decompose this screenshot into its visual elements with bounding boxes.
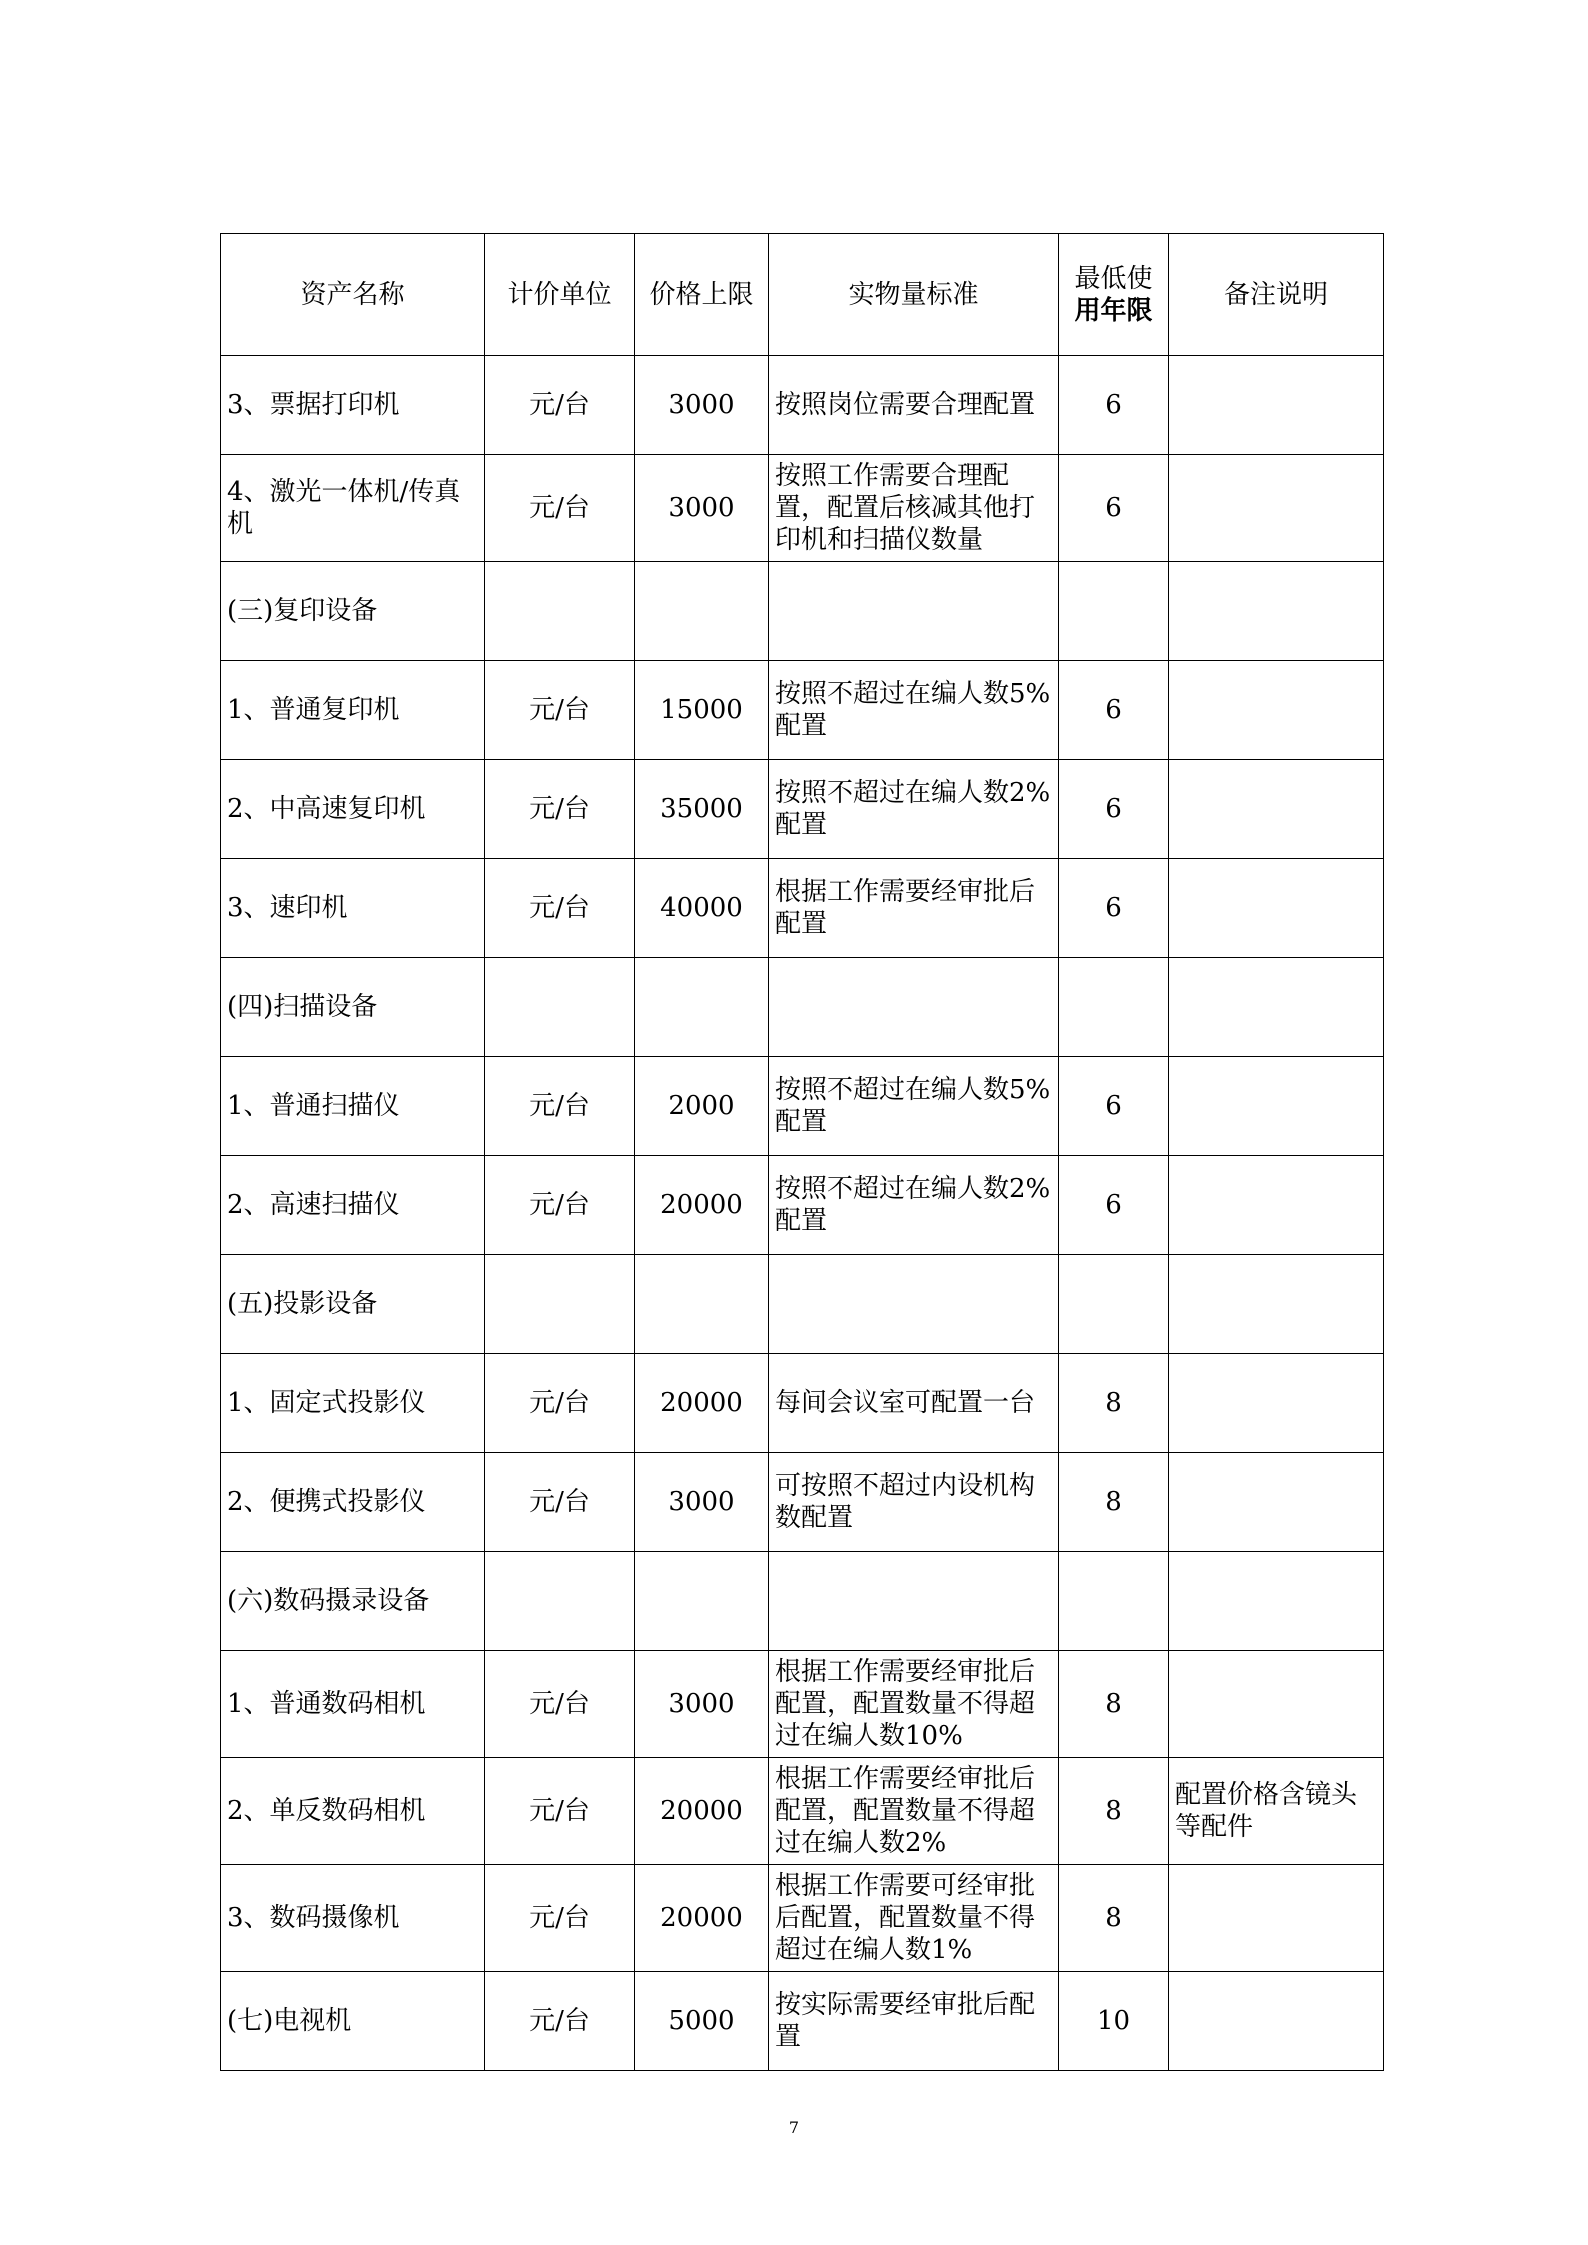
- cell-price: [635, 958, 769, 1057]
- cell-years: 6: [1059, 356, 1169, 455]
- cell-notes: [1169, 859, 1384, 958]
- table-row: [221, 1865, 1384, 1972]
- cell-years: 6: [1059, 1156, 1169, 1255]
- cell-notes: [1169, 1651, 1384, 1758]
- cell-standard: 按照不超过在编人数5%配置: [769, 1057, 1059, 1156]
- cell-name: 1、普通复印机: [221, 661, 485, 760]
- header-notes: 备注说明: [1169, 234, 1384, 356]
- table-row: [221, 1156, 1384, 1255]
- table-section-row: [221, 958, 1384, 1057]
- cell-name: 3、速印机: [221, 859, 485, 958]
- cell-price: [635, 562, 769, 661]
- cell-notes: [1169, 661, 1384, 760]
- cell-notes: 配置价格含镜头等配件: [1169, 1758, 1384, 1865]
- cell-name: 2、便携式投影仪: [221, 1453, 485, 1552]
- header-years: [1059, 234, 1169, 356]
- cell-years: 6: [1059, 859, 1169, 958]
- cell-standard: 按实际需要经审批后配置: [769, 1972, 1059, 2071]
- cell-standard: 根据工作需要可经审批后配置，配置数量不得超过在编人数1%: [769, 1865, 1059, 1972]
- page-number: 7: [788, 2118, 800, 2137]
- cell-notes: [1169, 1552, 1384, 1651]
- cell-unit: 元/台: [485, 1651, 635, 1758]
- cell-price: [635, 1255, 769, 1354]
- cell-unit: 元/台: [485, 1156, 635, 1255]
- cell-standard: 按照不超过在编人数2%配置: [769, 1156, 1059, 1255]
- cell-standard: [769, 1255, 1059, 1354]
- cell-years: 8: [1059, 1758, 1169, 1865]
- cell-price: 3000: [635, 1651, 769, 1758]
- cell-standard: 按照岗位需要合理配置: [769, 356, 1059, 455]
- cell-section-name: (六)数码摄录设备: [221, 1552, 485, 1651]
- table-row: [221, 1758, 1384, 1865]
- cell-name: 1、普通扫描仪: [221, 1057, 485, 1156]
- cell-name: 4、激光一体机/传真机: [221, 455, 485, 562]
- cell-section-name: (七)电视机: [221, 1972, 485, 2071]
- table-row: [221, 760, 1384, 859]
- cell-notes: [1169, 1057, 1384, 1156]
- cell-unit: 元/台: [485, 859, 635, 958]
- cell-price: 20000: [635, 1865, 769, 1972]
- cell-price: 3000: [635, 455, 769, 562]
- cell-name: 2、中高速复印机: [221, 760, 485, 859]
- cell-years: [1059, 958, 1169, 1057]
- table-row: [221, 1354, 1384, 1453]
- header-price: 价格上限: [635, 234, 769, 356]
- cell-standard: 根据工作需要经审批后配置: [769, 859, 1059, 958]
- cell-unit: 元/台: [485, 661, 635, 760]
- cell-notes: [1169, 1453, 1384, 1552]
- table-row: [221, 455, 1384, 562]
- cell-years: 10: [1059, 1972, 1169, 2071]
- cell-price: 5000: [635, 1972, 769, 2071]
- cell-years: 6: [1059, 455, 1169, 562]
- cell-price: 35000: [635, 760, 769, 859]
- cell-standard: 按照不超过在编人数2%配置: [769, 760, 1059, 859]
- cell-notes: [1169, 1156, 1384, 1255]
- cell-years: 8: [1059, 1354, 1169, 1453]
- asset-standards-table: [220, 233, 1384, 2071]
- cell-notes: [1169, 958, 1384, 1057]
- cell-notes: [1169, 562, 1384, 661]
- cell-notes: [1169, 1865, 1384, 1972]
- header-years-line1: 最低使: [1074, 263, 1153, 294]
- table-row: [221, 1453, 1384, 1552]
- cell-standard: 可按照不超过内设机构数配置: [769, 1453, 1059, 1552]
- cell-years: 6: [1059, 661, 1169, 760]
- cell-name: 3、数码摄像机: [221, 1865, 485, 1972]
- cell-price: 3000: [635, 1453, 769, 1552]
- cell-years: [1059, 1255, 1169, 1354]
- cell-standard: 根据工作需要经审批后配置，配置数量不得超过在编人数2%: [769, 1758, 1059, 1865]
- cell-name: 2、单反数码相机: [221, 1758, 485, 1865]
- cell-unit: [485, 562, 635, 661]
- cell-standard: 根据工作需要经审批后配置，配置数量不得超过在编人数10%: [769, 1651, 1059, 1758]
- cell-unit: [485, 1552, 635, 1651]
- cell-price: 20000: [635, 1758, 769, 1865]
- cell-notes: [1169, 760, 1384, 859]
- cell-price: 20000: [635, 1156, 769, 1255]
- cell-section-name: (三)复印设备: [221, 562, 485, 661]
- header-years-line2: 用年限: [1074, 295, 1153, 326]
- cell-standard: [769, 562, 1059, 661]
- cell-unit: 元/台: [485, 1354, 635, 1453]
- cell-price: 20000: [635, 1354, 769, 1453]
- header-name: 资产名称: [221, 234, 485, 356]
- table-row: [221, 1057, 1384, 1156]
- cell-years: 8: [1059, 1865, 1169, 1972]
- cell-unit: 元/台: [485, 1758, 635, 1865]
- cell-standard: 按照工作需要合理配置，配置后核减其他打印机和扫描仪数量: [769, 455, 1059, 562]
- cell-section-name: (五)投影设备: [221, 1255, 485, 1354]
- cell-name: 1、普通数码相机: [221, 1651, 485, 1758]
- cell-unit: 元/台: [485, 1865, 635, 1972]
- cell-unit: 元/台: [485, 1453, 635, 1552]
- cell-unit: [485, 958, 635, 1057]
- cell-years: [1059, 562, 1169, 661]
- cell-unit: 元/台: [485, 1057, 635, 1156]
- cell-standard: 每间会议室可配置一台: [769, 1354, 1059, 1453]
- table-row: [221, 356, 1384, 455]
- cell-standard: 按照不超过在编人数5%配置: [769, 661, 1059, 760]
- cell-standard: [769, 1552, 1059, 1651]
- cell-name: 2、高速扫描仪: [221, 1156, 485, 1255]
- cell-years: [1059, 1552, 1169, 1651]
- cell-unit: 元/台: [485, 760, 635, 859]
- cell-notes: [1169, 1255, 1384, 1354]
- cell-price: 2000: [635, 1057, 769, 1156]
- cell-notes: [1169, 1354, 1384, 1453]
- cell-unit: 元/台: [485, 1972, 635, 2071]
- cell-price: 3000: [635, 356, 769, 455]
- cell-name: 1、固定式投影仪: [221, 1354, 485, 1453]
- cell-years: 6: [1059, 1057, 1169, 1156]
- header-standard: 实物量标准: [769, 234, 1059, 356]
- cell-years: 8: [1059, 1453, 1169, 1552]
- cell-years: 8: [1059, 1651, 1169, 1758]
- cell-name: 3、票据打印机: [221, 356, 485, 455]
- table-section-row: [221, 1972, 1384, 2071]
- table-row: [221, 859, 1384, 958]
- table-section-row: [221, 1255, 1384, 1354]
- table-header-row: [221, 234, 1384, 356]
- table-row: [221, 661, 1384, 760]
- cell-unit: 元/台: [485, 455, 635, 562]
- table-row: [221, 1651, 1384, 1758]
- cell-section-name: (四)扫描设备: [221, 958, 485, 1057]
- cell-price: 15000: [635, 661, 769, 760]
- cell-price: [635, 1552, 769, 1651]
- cell-notes: [1169, 356, 1384, 455]
- table-section-row: [221, 1552, 1384, 1651]
- cell-unit: 元/台: [485, 356, 635, 455]
- table-section-row: [221, 562, 1384, 661]
- cell-price: 40000: [635, 859, 769, 958]
- cell-notes: [1169, 1972, 1384, 2071]
- header-unit: 计价单位: [485, 234, 635, 356]
- cell-years: 6: [1059, 760, 1169, 859]
- cell-standard: [769, 958, 1059, 1057]
- cell-unit: [485, 1255, 635, 1354]
- cell-notes: [1169, 455, 1384, 562]
